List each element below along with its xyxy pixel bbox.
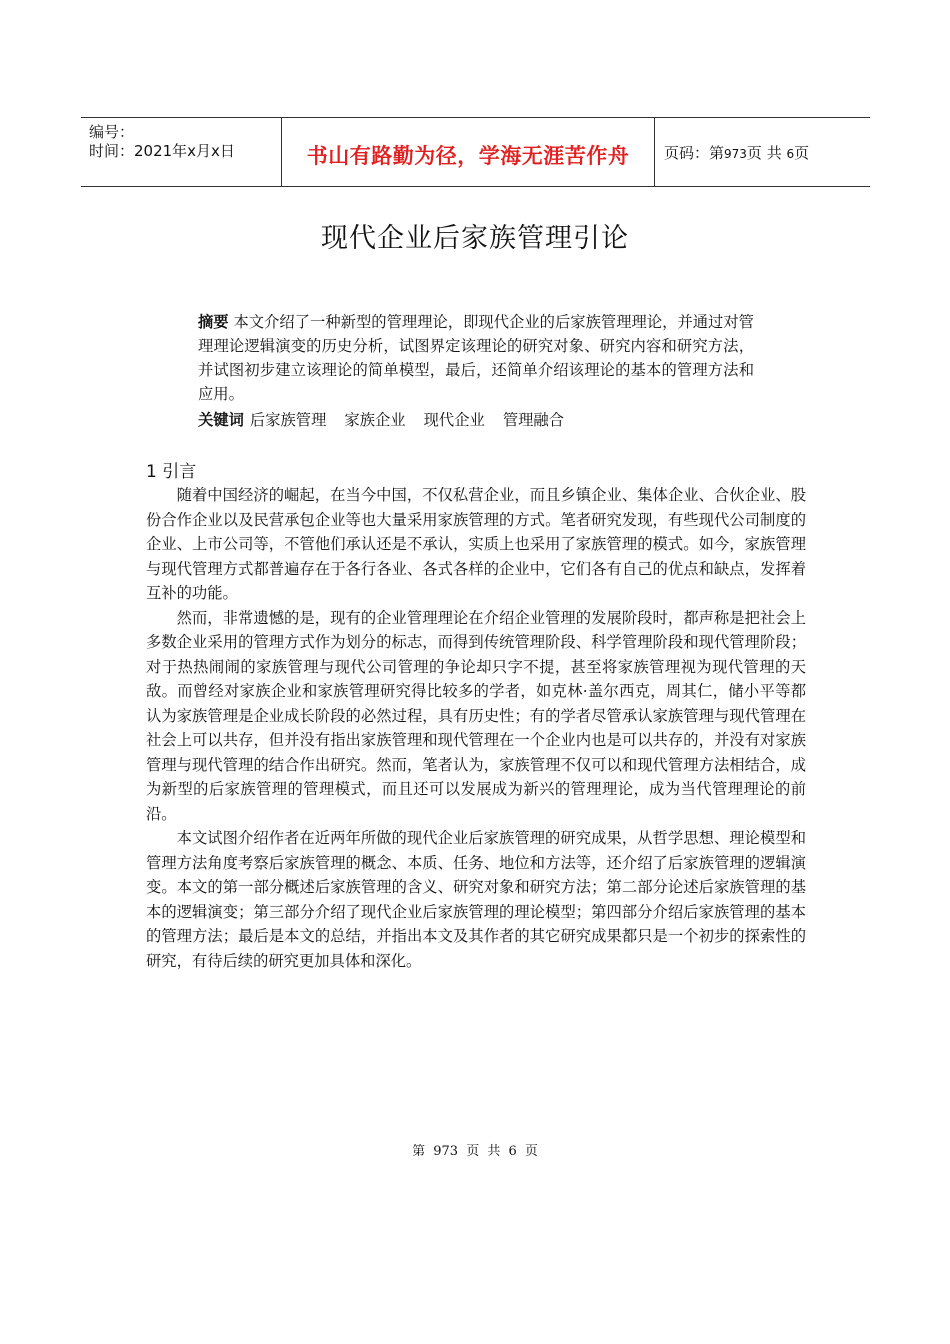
footer-prefix: 第 [412, 1144, 426, 1159]
keyword-item: 后家族管理 [249, 411, 327, 429]
footer-mid: 页 共 [466, 1144, 501, 1159]
page-num: 973 [724, 147, 747, 161]
footer-total: 6 [508, 1144, 517, 1159]
document-title: 现代企业后家族管理引论 [321, 223, 629, 254]
abstract-text: 本文介绍了一种新型的管理理论，即现代企业的后家族管理理论，并通过对管理理论逻辑演变的历史分析，试图界定该理论的研究对象、研究内容和研究方法，并试图初步建立该理论的简单模型，最后，还简单介绍该理论的基本的管理方法和应用。 [198, 313, 754, 403]
paragraph: 然而，非常遗憾的是，现有的企业管理理论在介绍企业管理的发展阶段时，都声称是把社会上多数企业采用的管理方式作为划分的标志，而得到传统管理阶段、科学管理阶段和现代管理阶段；对于热热闹闹的家族管理与现代公司管理的争论却只字不提，甚至将家族管理视为现代管理的天敌。而曾经对家族企业和家族管理研究得比较多的学者，如克林·盖尔西克，周其仁，储小平等都认为家族管理是企业成长阶段的必然过程，具有历史性；有的学者尽管承认家族管理与现代管理在社会上可以共存，但并没有指出家族管理和现代管理在一个企业内也是可以共存的，并没有对家族管理与现代管理的结合作出研究。然而，笔者认为，家族管理不仅可以和现代管理方法相结合，成为新型的后家族管理的管理模式，而且还可以发展成为新兴的管理理论，成为当代管理理论的前沿。 [146, 608, 806, 823]
header-motto-cell [281, 118, 655, 186]
code-label: 编号： [89, 123, 135, 141]
keyword-item: 家族企业 [344, 411, 406, 429]
paragraph: 随着中国经济的崛起，在当今中国，不仅私营企业，而且乡镇企业、集体企业、合伙企业、股份合作企业以及民营承包企业等也大量采用家族管理的方式。笔者研究发现，有些现代公司制度的企业、上市公司等，不管他们承认还是不承认，实质上也采用了家族管理的模式。如今，家族管理与现代管理方式都普遍存在于各行各业、各式各样的企业中，它们各有自己的优点和缺点，发挥着互补的功能。 [146, 486, 806, 602]
page-suffix: 页 [794, 144, 810, 162]
header-meta [81, 118, 281, 186]
page-header [81, 117, 870, 187]
abstract-label: 摘要 [198, 313, 229, 331]
footer-suffix: 页 [524, 1144, 538, 1159]
section-heading: 1 引言 [146, 462, 197, 482]
page-total: 6 [786, 147, 795, 161]
header-motto: 书山有路勤为径，学海无涯苦作舟 [306, 144, 630, 168]
abstract [198, 310, 754, 406]
keywords-label: 关键词 [198, 411, 244, 429]
header-page-number [664, 142, 809, 163]
page-mid: 页 共 [746, 144, 782, 162]
page-prefix: 页码：第 [664, 144, 725, 162]
paragraph: 本文试图介绍作者在近两年所做的现代企业后家族管理的研究成果，从哲学思想、理论模型和管理方法角度考察后家族管理的概念、本质、任务、地位和方法等，还介绍了后家族管理的逻辑演变。本文的第一部分概述后家族管理的含义、研究对象和研究方法；第二部分论述后家族管理的基本的逻辑演变；第三部分介绍了现代企业后家族管理的理论模型；第四部分介绍后家族管理的基本的管理方法；最后是本文的总结，并指出本文及其作者的其它研究成果都只是一个初步的探索性的研究，有待后续的研究更加具体和深化。 [146, 829, 806, 970]
page-footer [0, 1140, 950, 1159]
keyword-item: 管理融合 [502, 411, 565, 429]
time-label: 时间：2021年x月x日 [89, 142, 235, 160]
body-text [146, 483, 806, 973]
header-page-info [654, 118, 870, 186]
footer-page-num: 973 [433, 1144, 459, 1159]
keywords [198, 408, 576, 432]
keyword-item: 现代企业 [423, 411, 485, 429]
